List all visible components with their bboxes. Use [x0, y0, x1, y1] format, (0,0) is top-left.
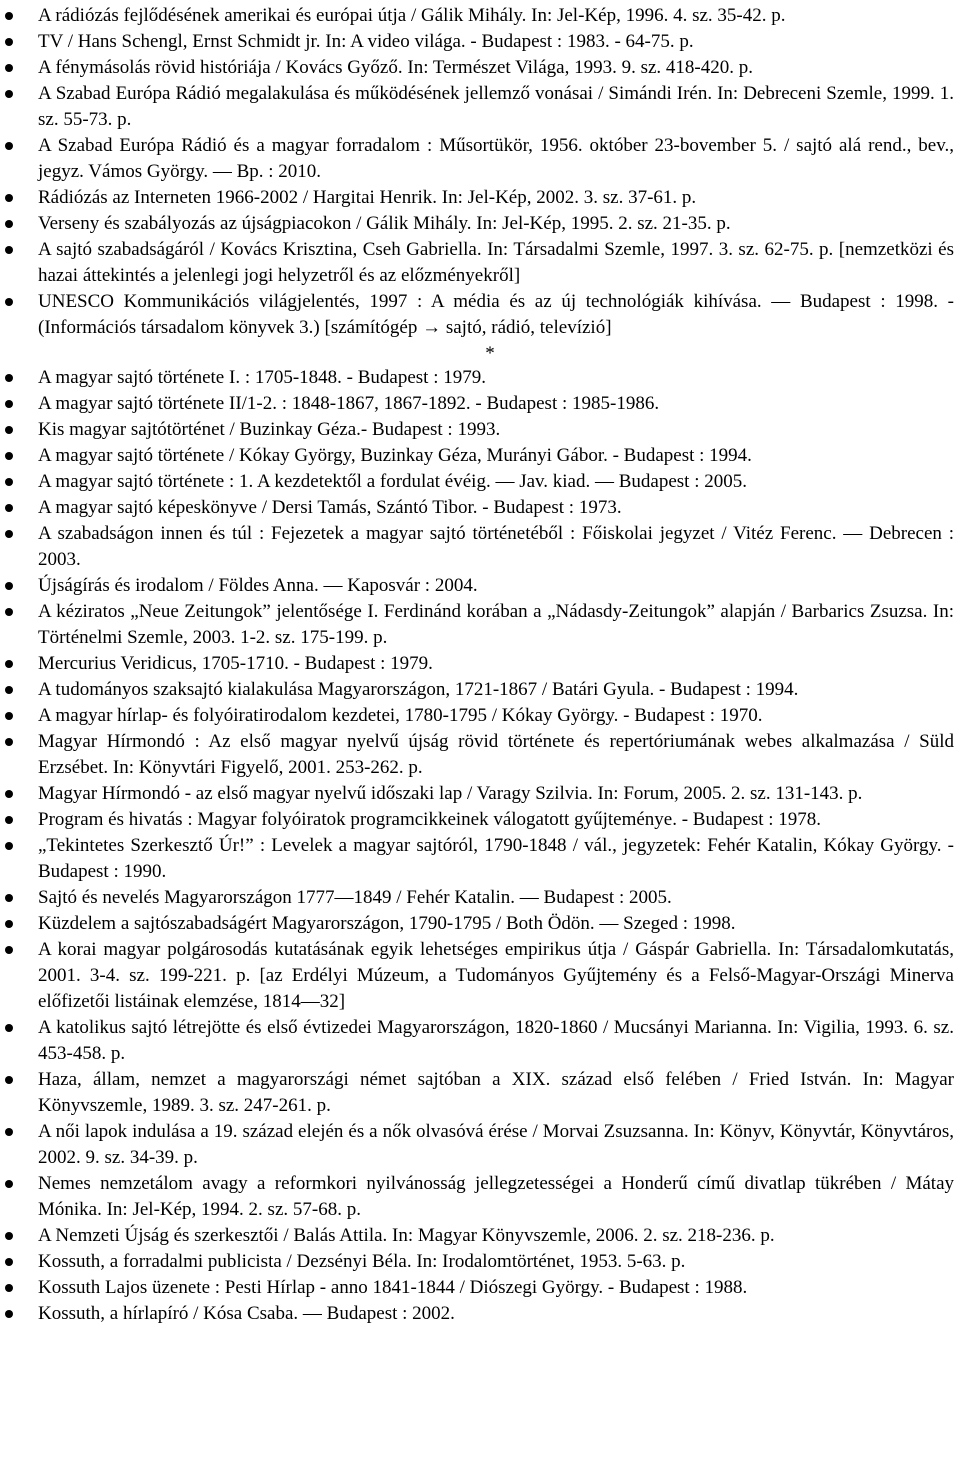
- reference-text: Kossuth, a forradalmi publicista / Dezsényi Béla. In: Irodalomtörténet, 1953. 5-63. p.: [38, 1251, 686, 1272]
- reference-item: [0, 237, 960, 289]
- reference-item: [0, 677, 960, 703]
- reference-text: A rádiózás fejlődésének amerikai és európai útja / Gálik Mihály. In: Jel-Kép, 1996. 4. sz. 35-42. p.: [38, 5, 786, 26]
- reference-text: A tudományos szaksajtó kialakulása Magyarországon, 1721-1867 / Batári Gyula. - Budapest : 1994.: [38, 679, 799, 700]
- bullet-icon: [5, 608, 13, 616]
- bullet-icon: [5, 426, 13, 434]
- reference-item: [0, 211, 960, 237]
- reference-text: Újságírás és irodalom / Földes Anna. ― Kaposvár : 2004.: [38, 575, 478, 596]
- bullet-icon: [5, 1310, 13, 1318]
- reference-text: A korai magyar polgárosodás kutatásának egyik lehetséges empirikus útja / Gáspár Gabriella. In: Társadalomkutatás, 2001. 3-4. sz. 199-221. p. [az Erdélyi Múzeum, a Tudományos Gyűjtemény és a Felső-Magyar-Országi Minerva előfizetői listáinak elemzése, 1814―32]: [38, 939, 954, 1012]
- reference-text: A magyar sajtó története I. : 1705-1848. - Budapest : 1979.: [38, 367, 486, 388]
- bullet-icon: [5, 142, 13, 150]
- bullet-icon: [5, 920, 13, 928]
- bullet-icon: [5, 64, 13, 72]
- bullet-icon: [5, 1128, 13, 1136]
- reference-item: [0, 289, 960, 341]
- reference-item: [0, 729, 960, 781]
- bullet-icon: [5, 582, 13, 590]
- reference-text: Rádiózás az Interneten 1966-2002 / Hargitai Henrik. In: Jel-Kép, 2002. 3. sz. 37-61. p.: [38, 187, 697, 208]
- reference-item: [0, 1301, 960, 1327]
- reference-text: UNESCO Kommunikációs világjelentés, 1997 : A média és az új technológiák kihívása. ― Budapest : 1998. - (Információs társadalom könyvek 3.) [számítógép → sajtó, rádió, televízió]: [38, 291, 954, 338]
- reference-text: A kéziratos „Neue Zeitungok” jelentősége I. Ferdinánd korában a „Nádasdy-Zeitungok” alapján / Barbarics Zsuzsa. In: Történelmi Szemle, 2003. 1-2. sz. 175-199. p.: [38, 601, 954, 648]
- bullet-icon: [5, 298, 13, 306]
- reference-item: [0, 911, 960, 937]
- reference-item: [0, 391, 960, 417]
- bullet-icon: [5, 1076, 13, 1084]
- reference-text: Program és hivatás : Magyar folyóiratok programcikkeinek válogatott gyűjteménye. - Budapest : 1978.: [38, 809, 822, 830]
- reference-list-media: [0, 0, 960, 341]
- reference-item: [0, 417, 960, 443]
- reference-item: [0, 1119, 960, 1171]
- reference-text: Kis magyar sajtótörténet / Buzinkay Géza.- Budapest : 1993.: [38, 419, 501, 440]
- bullet-icon: [5, 400, 13, 408]
- reference-item: [0, 81, 960, 133]
- bullet-icon: [5, 1258, 13, 1266]
- reference-text: A magyar hírlap- és folyóiratirodalom kezdetei, 1780-1795 / Kókay György. - Budapest : 1970.: [38, 705, 763, 726]
- reference-item: [0, 599, 960, 651]
- reference-item: [0, 781, 960, 807]
- bullet-icon: [5, 1024, 13, 1032]
- reference-item: [0, 1171, 960, 1223]
- bullet-icon: [5, 38, 13, 46]
- reference-text: Sajtó és nevelés Magyarországon 1777―1849 / Fehér Katalin. ― Budapest : 2005.: [38, 887, 672, 908]
- bullet-icon: [5, 842, 13, 850]
- bullet-icon: [5, 194, 13, 202]
- reference-item: [0, 937, 960, 1015]
- section-separator: *: [485, 343, 495, 364]
- reference-item: [0, 469, 960, 495]
- bullet-icon: [5, 246, 13, 254]
- reference-item: [0, 1223, 960, 1249]
- bullet-icon: [5, 660, 13, 668]
- reference-item: [0, 1015, 960, 1067]
- reference-list-press-history: [0, 365, 960, 1327]
- reference-text: A sajtó szabadságáról / Kovács Krisztina, Cseh Gabriella. In: Társadalmi Szemle, 1997. 3. sz. 62-75. p. [nemzetközi és hazai áttekintés a jelenlegi jogi helyzetről és az előzményekről]: [38, 239, 954, 286]
- reference-text: Kossuth Lajos üzenete : Pesti Hírlap - anno 1841-1844 / Diószegi György. - Budapest : 1988.: [38, 1277, 748, 1298]
- bullet-icon: [5, 90, 13, 98]
- bullet-icon: [5, 816, 13, 824]
- bullet-icon: [5, 686, 13, 694]
- reference-text: Magyar Hírmondó - az első magyar nyelvű időszaki lap / Varagy Szilvia. In: Forum, 2005. 2. sz. 131-143. p.: [38, 783, 863, 804]
- reference-text: Haza, állam, nemzet a magyarországi német sajtóban a XIX. század első felében / Fried István. In: Magyar Könyvszemle, 1989. 3. sz. 247-261. p.: [38, 1069, 954, 1116]
- reference-item: [0, 885, 960, 911]
- reference-item: [0, 807, 960, 833]
- bullet-icon: [5, 738, 13, 746]
- bullet-icon: [5, 452, 13, 460]
- reference-text: A Nemzeti Újság és szerkesztői / Balás Attila. In: Magyar Könyvszemle, 2006. 2. sz. 218-236. p.: [38, 1225, 775, 1246]
- reference-text: A magyar sajtó története : 1. A kezdetektől a fordulat évéig. ― Jav. kiad. ― Budapest : 2005.: [38, 471, 747, 492]
- bullet-icon: [5, 374, 13, 382]
- reference-item: [0, 833, 960, 885]
- reference-item: [0, 3, 960, 29]
- bullet-icon: [5, 1284, 13, 1292]
- reference-text: A magyar sajtó története / Kókay György, Buzinkay Géza, Murányi Gábor. - Budapest : 1994.: [38, 445, 752, 466]
- bullet-icon: [5, 1232, 13, 1240]
- bullet-icon: [5, 946, 13, 954]
- reference-item: [0, 521, 960, 573]
- bullet-icon: [5, 530, 13, 538]
- reference-item: [0, 55, 960, 81]
- reference-text: A katolikus sajtó létrejötte és első évtizedei Magyarországon, 1820-1860 / Mucsányi Marianna. In: Vigilia, 1993. 6. sz. 453-458. p.: [38, 1017, 954, 1064]
- reference-item: [0, 495, 960, 521]
- reference-item: [0, 443, 960, 469]
- reference-text: Mercurius Veridicus, 1705-1710. - Budapest : 1979.: [38, 653, 433, 674]
- reference-item: [0, 1275, 960, 1301]
- bullet-icon: [5, 504, 13, 512]
- bullet-icon: [5, 894, 13, 902]
- reference-text: Nemes nemzetálom avagy a reformkori nyilvánosság jellegzetességei a Honderű című divatlap tükrében / Mátay Mónika. In: Jel-Kép, 1994. 2. sz. 57-68. p.: [38, 1173, 954, 1220]
- reference-item: [0, 365, 960, 391]
- reference-item: [0, 1067, 960, 1119]
- reference-text: Magyar Hírmondó : Az első magyar nyelvű újság rövid története és repertóriumának webes alkalmazása / Süld Erzsébet. In: Könyvtári Figyelő, 2001. 253-262. p.: [38, 731, 954, 778]
- reference-text: Kossuth, a hírlapíró / Kósa Csaba. ― Budapest : 2002.: [38, 1303, 455, 1324]
- reference-text: Küzdelem a sajtószabadságért Magyarországon, 1790-1795 / Both Ödön. ― Szeged : 1998.: [38, 913, 736, 934]
- reference-item: [0, 703, 960, 729]
- bullet-icon: [5, 1180, 13, 1188]
- reference-text: TV / Hans Schengl, Ernst Schmidt jr. In: A video világa. - Budapest : 1983. - 64-75. p.: [38, 31, 694, 52]
- reference-item: [0, 573, 960, 599]
- reference-item: [0, 29, 960, 55]
- reference-item: [0, 1249, 960, 1275]
- reference-text: Verseny és szabályozás az újságpiacokon / Gálik Mihály. In: Jel-Kép, 1995. 2. sz. 21-35. p.: [38, 213, 731, 234]
- bullet-icon: [5, 220, 13, 228]
- reference-item: [0, 185, 960, 211]
- bullet-icon: [5, 12, 13, 20]
- reference-text: A Szabad Európa Rádió és a magyar forradalom : Műsortükör, 1956. október 23-bovember 5. / sajtó alá rend., bev., jegyz. Vámos György. ― Bp. : 2010.: [38, 135, 954, 182]
- reference-text: A magyar sajtó története II/1-2. : 1848-1867, 1867-1892. - Budapest : 1985-1986.: [38, 393, 660, 414]
- reference-item: [0, 133, 960, 185]
- reference-text: A fénymásolás rövid históriája / Kovács Győző. In: Természet Világa, 1993. 9. sz. 418-420. p.: [38, 57, 753, 78]
- bullet-icon: [5, 712, 13, 720]
- bullet-icon: [5, 478, 13, 486]
- reference-text: „Tekintetes Szerkesztő Úr!” : Levelek a magyar sajtóról, 1790-1848 / vál., jegyzetek: Fehér Katalin, Kókay György. - Budapest : 1990.: [38, 835, 954, 882]
- reference-item: [0, 651, 960, 677]
- reference-text: A magyar sajtó képeskönyve / Dersi Tamás, Szántó Tibor. - Budapest : 1973.: [38, 497, 622, 518]
- reference-text: A szabadságon innen és túl : Fejezetek a magyar sajtó történetéből : Főiskolai jegyzet / Vitéz Ferenc. ― Debrecen : 2003.: [38, 523, 954, 570]
- reference-text: A Szabad Európa Rádió megalakulása és működésének jellemző vonásai / Simándi Irén. In: Debreceni Szemle, 1999. 1. sz. 55-73. p.: [38, 83, 954, 130]
- bullet-icon: [5, 790, 13, 798]
- reference-text: A női lapok indulása a 19. század elején és a nők olvasóvá érése / Morvai Zsuzsanna. In: Könyv, Könyvtár, Könyvtáros, 2002. 9. sz. 34-39. p.: [38, 1121, 954, 1168]
